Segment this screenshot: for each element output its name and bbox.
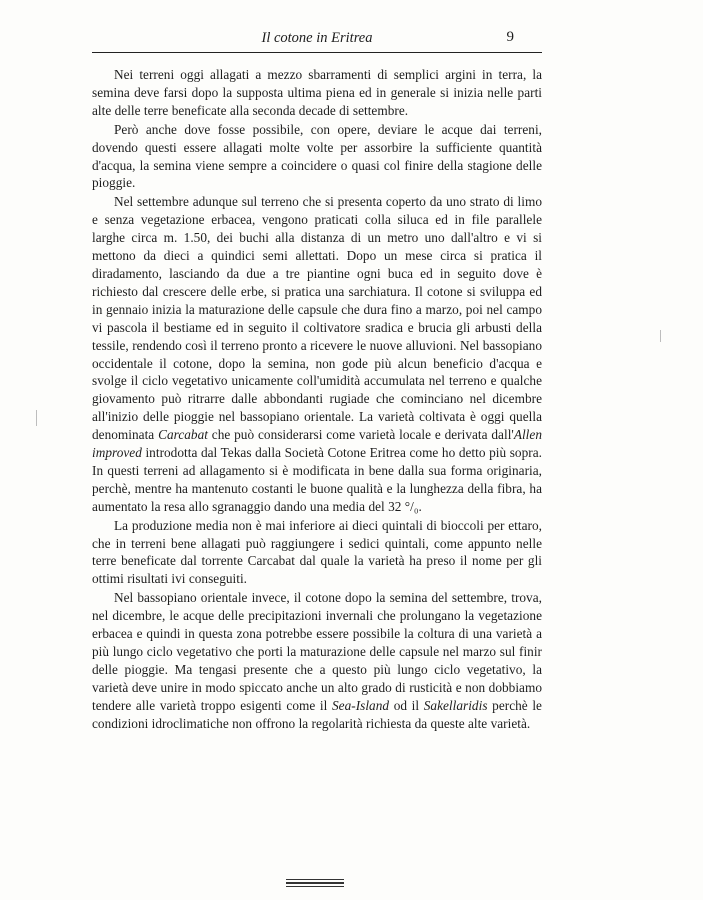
end-ornament bbox=[286, 879, 344, 889]
paragraph bbox=[92, 193, 542, 515]
margin-speck bbox=[660, 330, 661, 342]
italic-term: Carcabat bbox=[158, 427, 208, 443]
text-run: Nel bassopiano orientale invece, il cotone dopo la semina del settembre, trova, nel dicembre, le acque delle precipitazioni invernali che prolungano la vegetazione erbacea e quindi in questa zona potrebbe essere possibile la coltura di una varietà a più lungo ciclo vegetativo che porti la maturazione delle capsule nel marzo sul finir delle pioggie. Ma tengasi presente che a questo più lungo ciclo vegetativo, la varietà deve unire in modo spiccato anche un alto grado di rusticità e non dobbiamo tendere alle varietà troppo esigenti come il bbox=[92, 590, 542, 713]
paragraph bbox=[92, 517, 542, 589]
text-run: Nei terreni oggi allagati a mezzo sbarramenti di semplici argini in terra, la semina deve farsi dopo la supposta ultima piena ed in generale si inizia nelle parti alte delle terre beneficate alla seconda decade di settembre. bbox=[92, 67, 542, 118]
paragraph bbox=[92, 589, 542, 732]
text-run: Però anche dove fosse possibile, con opere, deviare le acque dai terreni, dovendo questi essere allagati molte volte per assorbire la sufficiente quantità d'acqua, la semina viene sempre a coincidere o quasi col finire della stagione delle pioggie. bbox=[92, 121, 542, 191]
ornament-line bbox=[286, 879, 344, 880]
header-rule bbox=[92, 52, 542, 53]
ornament-line bbox=[286, 886, 344, 887]
text-run: che può considerarsi come varietà locale e derivata dall' bbox=[207, 427, 514, 443]
italic-term: Allen improved bbox=[92, 427, 542, 461]
italic-term: Sakellaridis bbox=[423, 697, 488, 713]
italic-term: Sea-Island bbox=[331, 697, 390, 713]
text-run: perchè le condizioni idroclimatiche non offrono la regolarità richiesta da queste alte varietà. bbox=[92, 697, 542, 731]
text-run: introdotta dal Tekas dalla Società Cotone Eritrea come ho detto più sopra. In questi terreni ad allagamento si è modificata in bene dalla sua forma originaria, perchè, mentre ha mantenuto costanti le buone qualità e la lunghezza della fibra, ha aumentato la resa allo sgranaggio dando una media del 32 °/₀. bbox=[92, 445, 542, 514]
running-title: Il cotone in Eritrea bbox=[261, 30, 373, 46]
text-run: od il bbox=[389, 697, 424, 713]
margin-speck bbox=[36, 410, 37, 426]
page-header bbox=[92, 28, 542, 52]
text-run: La produzione media non è mai inferiore ai dieci quintali di bioccoli per ettaro, che in terreni bene allagati può raggiungere i sedici quintali, come appunto nelle terre beneficate dal torrente Carcabat dal quale la varietà ha preso il nome per gli ottimi risultati ivi conseguiti. bbox=[92, 517, 542, 587]
page-number: 9 bbox=[506, 29, 514, 45]
text-run: Nel settembre adunque sul terreno che si presenta coperto da uno strato di limo e senza vegetazione erbacea, vengono praticati colla siluca ed in file parallele larghe circa m. 1.50, dei buchi alla distanza di un metro uno dall'altro e vi si mettono da dieci a quindici semi allettati. Dopo un mese circa si pratica il diradamento, lasciando da due a tre piantine ogni buca ed in seguito dove è richiesto dal crescere delle erbe, si pratica una sarchiatura. Il cotone si sviluppa ed in gennaio inizia la maturazione delle capsule che dura fino a marzo, poi nel campo vi pascola il bestiame ed in seguito il coltivatore sradica e brucia gli arbusti della tessile, rendendo così il terreno pronto a ricevere le nuove alluvioni. Nel bassopiano occidentale il cotone, dopo la semina, non gode più alcun beneficio d'acqua e svolge il ciclo vegetativo unicamente coll'umidità accumulata nel terreno e qualche giovamento può ritrarre dalle abbondanti rugiade che cominciano nel dicembre all'inizio delle pioggie nel bassopiano orientale. La varietà coltivata è oggi quella denominata bbox=[92, 194, 542, 443]
ornament-line bbox=[286, 882, 344, 884]
paragraph bbox=[92, 66, 542, 120]
body-text bbox=[92, 66, 542, 734]
paragraph bbox=[92, 121, 542, 193]
